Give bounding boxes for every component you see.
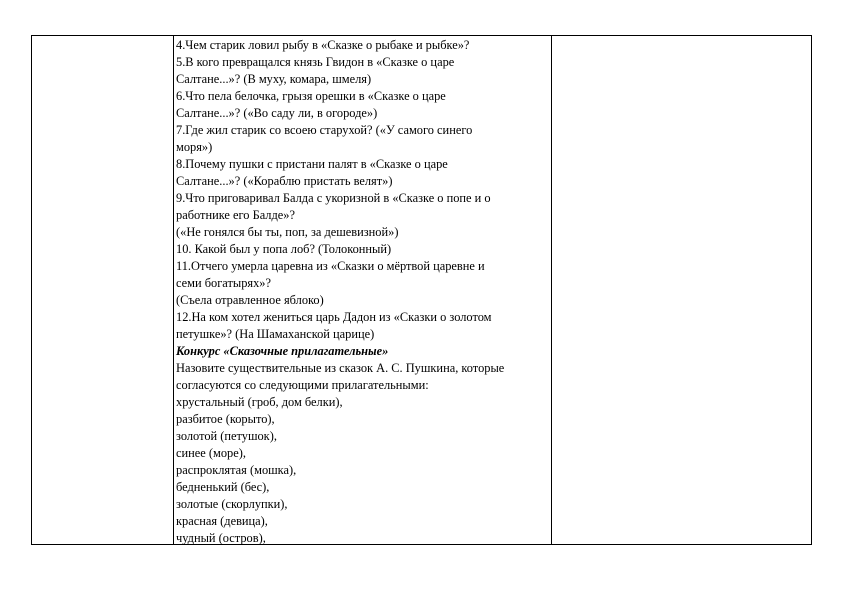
text-line: бедненький (бес), — [176, 480, 270, 494]
text-line: Салтане...»? («Во саду ли, в огороде») — [176, 106, 378, 120]
column-divider-left — [173, 36, 174, 544]
section-heading: Конкурс «Сказочные прилагательные» — [176, 344, 389, 358]
text-line: 5.В кого превращался князь Гвидон в «Сказке о царе — [176, 55, 455, 69]
text-line: чудный (остров), — [176, 531, 266, 545]
text-line: 6.Что пела белочка, грызя орешки в «Сказке о царе — [176, 89, 446, 103]
text-line: петушке»? (На Шамаханской царице) — [176, 327, 375, 341]
text-line: согласуются со следующими прилагательными: — [176, 378, 429, 392]
text-line: моря») — [176, 140, 213, 154]
text-line: 10. Какой был у попа лоб? (Толоконный) — [176, 242, 392, 256]
text-line: (Съела отравленное яблоко) — [176, 293, 324, 307]
text-line: золотые (скорлупки), — [176, 497, 288, 511]
text-line: 9.Что приговаривал Балда с укоризной в «Сказке о попе и о — [176, 191, 491, 205]
text-line: синее (море), — [176, 446, 246, 460]
content-cell — [176, 37, 550, 547]
text-line: семи богатырях»? — [176, 276, 272, 290]
column-divider-right — [551, 36, 552, 544]
text-line: золотой (петушок), — [176, 429, 277, 443]
text-line: 7.Где жил старик со всоею старухой? («У самого синего — [176, 123, 473, 137]
text-line: Назовите существительные из сказок А. С. Пушкина, которые — [176, 361, 505, 375]
text-line: 11.Отчего умерла царевна из «Сказки о мёртвой царевне и — [176, 259, 485, 273]
text-line: 8.Почему пушки с пристани палят в «Сказке о царе — [176, 157, 448, 171]
document-table — [31, 35, 812, 545]
text-line: красная (девица), — [176, 514, 268, 528]
text-line: распроклятая (мошка), — [176, 463, 297, 477]
text-line: хрустальный (гроб, дом белки), — [176, 395, 343, 409]
text-line: 12.На ком хотел жениться царь Дадон из «Сказки о золотом — [176, 310, 492, 324]
text-line: 4.Чем старик ловил рыбу в «Сказке о рыбаке и рыбке»? — [176, 38, 470, 52]
text-line: работнике его Балде»? — [176, 208, 295, 222]
text-line: («Не гонялся бы ты, поп, за дешевизной») — [176, 225, 399, 239]
text-line: разбитое (корыто), — [176, 412, 275, 426]
text-line: Салтане...»? («Кораблю пристать велят») — [176, 174, 393, 188]
text-line: Салтане...»? (В муху, комара, шмеля) — [176, 72, 372, 86]
